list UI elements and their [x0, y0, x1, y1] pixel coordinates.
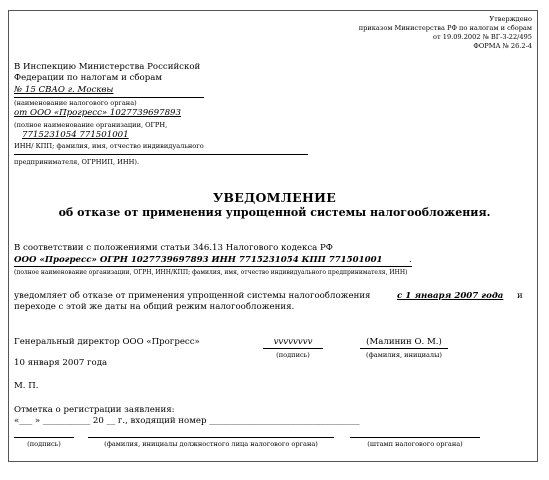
- approval-form-number: ФОРМА № 26.2-4: [473, 42, 532, 50]
- signature-caption: (подпись): [276, 351, 310, 359]
- organization-value-line-1: от ООО «Прогресс» 1027739697893: [14, 108, 181, 118]
- recipient-line-2: Федерации по налогам и сборам: [14, 73, 163, 83]
- organization-caption-line-2: ИНН/ КПП; фамилия, имя, отчество индивидуального: [14, 142, 204, 150]
- organization-full-value: ООО «Прогресс» ОГРН 1027739697893 ИНН 7715231054 КПП 771501001: [14, 255, 383, 265]
- notice-text: уведомляет об отказе от применения упрощенной системы налогообложения: [14, 291, 371, 301]
- approval-line-1: Утверждено: [489, 15, 532, 23]
- registration-sign-line: [14, 437, 74, 438]
- legal-basis-text: В соответствии с положениями статьи 346.13 Налогового кодекса РФ: [14, 243, 333, 253]
- signature-date: 10 января 2007 года: [14, 358, 108, 368]
- registration-heading: Отметка о регистрации заявления:: [14, 405, 175, 415]
- organization-underline: [14, 154, 308, 155]
- registration-sign-caption: (подпись): [27, 440, 61, 448]
- notice-text-line-2: переходе с этой же даты на общий режим налогообложения.: [14, 302, 295, 312]
- organization-value-line-2: 7715231054 771501001: [22, 130, 129, 140]
- registration-stamp-caption: (штамп налогового органа): [367, 440, 463, 448]
- tax-authority-value: № 15 СВАО г. Москвы: [14, 85, 114, 95]
- organization-full-caption: (полное наименование организации, ОГРН, ИНН/КПП; фамилия, имя, отчество индивидуального предпринимателя, ИНН): [14, 269, 408, 276]
- registration-name-caption: (фамилия, инициалы должностного лица налогового органа): [104, 440, 318, 448]
- organization-caption-line-3: предпринимателя, ОГРНИП, ИНН).: [14, 158, 140, 166]
- registration-name-line: [88, 437, 334, 438]
- notice-and: и: [517, 291, 523, 301]
- signatory-name-underline: [360, 348, 448, 349]
- organization-full-suffix: .: [409, 255, 412, 265]
- signature-underline: [263, 348, 323, 349]
- organization-caption-line-1: (полное наименование организации, ОГРН,: [14, 121, 168, 129]
- seal-place: М. П.: [14, 381, 39, 391]
- signature-value: vvvvvvvv: [273, 337, 313, 347]
- tax-authority-caption: (наименование налогового органа): [14, 99, 137, 107]
- registration-date-line: «___ » ___________ 20 __ г., входящий номер ___________________________________: [14, 416, 360, 426]
- organization-full-underline: [14, 266, 412, 267]
- signatory-name-value: (Малинин О. М.): [366, 337, 442, 347]
- document-subtitle: об отказе от применения упрощенной системы налогообложения.: [58, 206, 491, 219]
- notice-date-value: с 1 января 2007 года: [397, 291, 504, 301]
- recipient-line-1: В Инспекцию Министерства Российской: [14, 62, 201, 72]
- signatory-name-caption: (фамилия, инициалы): [366, 351, 442, 359]
- approval-line-3: от 19.09.2002 № ВГ-3-22/495: [433, 33, 532, 41]
- tax-authority-underline: [14, 97, 204, 98]
- document-title: УВЕДОМЛЕНИЕ: [212, 190, 337, 205]
- approval-line-2: приказом Министерства РФ по налогам и сборам: [358, 24, 532, 32]
- registration-stamp-line: [350, 437, 480, 438]
- signatory-position: Генеральный директор ООО «Прогресс»: [14, 337, 200, 347]
